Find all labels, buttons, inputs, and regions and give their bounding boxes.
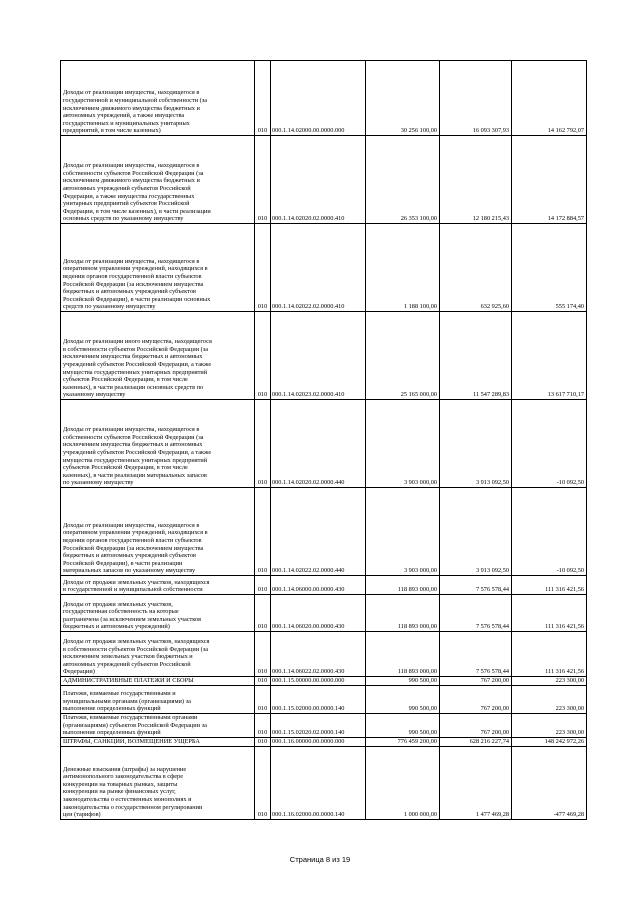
row-name-text: Денежные взыскания (штрафы) за нарушение антимонопольного законодательства в сфере конкуренции на товарных рынках, защиты конкуренции на рынке финансовых услуг, законодательства о естественных монополиях и законодательства о государственном регулировании цен (тарифов) xyxy=(63,765,203,819)
row-name xyxy=(61,746,255,819)
row-approved: 1 188 100,00 xyxy=(366,224,440,312)
budget-table-body xyxy=(61,61,587,820)
row-name xyxy=(61,576,255,595)
row-executed: 632 925,60 xyxy=(440,224,512,312)
row-name xyxy=(61,312,255,400)
row-executed: 12 180 215,43 xyxy=(440,136,512,224)
row-approved: 30 256 100,00 xyxy=(366,61,440,136)
table-row xyxy=(61,61,587,136)
row-executed: 7 576 578,44 xyxy=(440,595,512,632)
row-unexecuted: 223 300,00 xyxy=(512,714,587,738)
row-kbk: 000.1.14.06020.00.0000.430 xyxy=(271,595,366,632)
row-code: 010 xyxy=(255,61,271,136)
row-approved: 990 500,00 xyxy=(366,686,440,714)
row-unexecuted: -477 469,28 xyxy=(512,746,587,819)
row-name-text: Доходы от реализации иного имущества, находящегося в собственности субъектов Российской Федерации (за исключением имущества бюджетных и автономных учреждений субъектов Российской Федерации, а также имущества государственных унитарных предприятий субъектов Российской Федерации, в том числе казенных), в части реализации основных средств по указанному имуществу xyxy=(63,338,212,399)
row-code: 010 xyxy=(255,737,271,746)
row-code: 010 xyxy=(255,224,271,312)
row-code: 010 xyxy=(255,136,271,224)
row-unexecuted: -10 092,50 xyxy=(512,488,587,576)
row-approved: 118 893 000,00 xyxy=(366,576,440,595)
row-unexecuted: 111 316 421,56 xyxy=(512,595,587,632)
row-name-text: Доходы от продажи земельных участков, находящихся в государственной и муниципальной собственности xyxy=(63,578,210,594)
table-row xyxy=(61,746,587,819)
table-row xyxy=(61,488,587,576)
row-approved: 776 459 200,00 xyxy=(366,737,440,746)
row-unexecuted: 148 242 972,26 xyxy=(512,737,587,746)
row-approved: 1 000 000,00 xyxy=(366,746,440,819)
row-code: 010 xyxy=(255,677,271,686)
row-executed: 3 913 092,50 xyxy=(440,488,512,576)
row-unexecuted: 14 172 884,57 xyxy=(512,136,587,224)
row-approved: 3 903 000,00 xyxy=(366,488,440,576)
row-kbk: 000.1.16.02000.00.0000.140 xyxy=(271,746,366,819)
row-kbk: 000.1.14.02022.02.0000.410 xyxy=(271,224,366,312)
row-name xyxy=(61,686,255,714)
row-approved: 990 500,00 xyxy=(366,714,440,738)
row-code: 010 xyxy=(255,400,271,488)
table-row xyxy=(61,677,587,686)
table-row xyxy=(61,576,587,595)
table-row xyxy=(61,136,587,224)
row-unexecuted: 111 316 421,56 xyxy=(512,576,587,595)
row-kbk: 000.1.15.02000.00.0000.140 xyxy=(271,686,366,714)
row-executed: 628 216 227,74 xyxy=(440,737,512,746)
row-approved: 990 500,00 xyxy=(366,677,440,686)
table-row xyxy=(61,312,587,400)
row-executed: 7 576 578,44 xyxy=(440,632,512,677)
row-approved: 118 893 000,00 xyxy=(366,595,440,632)
row-unexecuted: -10 092,50 xyxy=(512,400,587,488)
row-executed: 767 200,00 xyxy=(440,677,512,686)
row-code: 010 xyxy=(255,714,271,738)
budget-table xyxy=(60,60,587,820)
row-name xyxy=(61,714,255,738)
table-row xyxy=(61,595,587,632)
table-row xyxy=(61,714,587,738)
row-name xyxy=(61,677,255,686)
row-unexecuted: 223 300,00 xyxy=(512,677,587,686)
row-executed: 16 093 307,93 xyxy=(440,61,512,136)
row-kbk: 000.1.16.00000.00.0000.000 xyxy=(271,737,366,746)
row-kbk: 000.1.15.02020.02.0000.140 xyxy=(271,714,366,738)
table-row xyxy=(61,400,587,488)
row-name-text: Доходы от реализации имущества, находящегося в оперативном управлении учреждений, находящихся в ведении органов государственной власти субъектов Российской Федерации (за исключением имущества бюджетных и автономных учреждений субъектов Российской Федерации), в части реализации основных средств по указанному имуществу xyxy=(63,257,211,311)
row-kbk: 000.1.15.00000.00.0000.000 xyxy=(271,677,366,686)
row-code: 010 xyxy=(255,576,271,595)
table-row xyxy=(61,737,587,746)
row-kbk: 000.1.14.02020.02.0000.410 xyxy=(271,136,366,224)
row-kbk: 000.1.14.02023.02.0000.410 xyxy=(271,312,366,400)
row-name-text: Доходы от реализации имущества, находящегося в оперативном управлении учреждений, находящихся в ведении органов государственной власти субъектов Российской Федерации (за исключением имущества бюджетных и автономных учреждений субъектов Российской Федерации), в части реализации материальных запасов по указанному имуществу xyxy=(63,521,208,575)
row-executed: 1 477 469,28 xyxy=(440,746,512,819)
row-name xyxy=(61,737,255,746)
row-kbk: 000.1.14.02020.02.0000.440 xyxy=(271,400,366,488)
table-row xyxy=(61,632,587,677)
row-code: 010 xyxy=(255,746,271,819)
row-name xyxy=(61,632,255,677)
row-name-text: Платежи, взимаемые государственными и муниципальными органами (организациями) за выполнение определенных функций xyxy=(63,690,191,713)
row-executed: 11 547 289,83 xyxy=(440,312,512,400)
row-unexecuted: 13 617 710,17 xyxy=(512,312,587,400)
row-unexecuted: 14 162 792,07 xyxy=(512,61,587,136)
row-approved: 3 903 000,00 xyxy=(366,400,440,488)
row-name xyxy=(61,400,255,488)
row-code: 010 xyxy=(255,595,271,632)
row-unexecuted: 555 174,40 xyxy=(512,224,587,312)
row-name xyxy=(61,488,255,576)
row-name-text: Доходы от реализации имущества, находящегося в собственности субъектов Российской Федерации (за исключением имущества бюджетных и автономных учреждений субъектов Российской Федерации, а также имущества государственных унитарных предприятий субъектов Российской Федерации, в том числе казенных), в части реализации материальных запасов по указанному имуществу xyxy=(63,426,212,487)
table-row xyxy=(61,686,587,714)
row-kbk: 000.1.14.02000.00.0000.000 xyxy=(271,61,366,136)
row-name-text: Платежи, взимаемые государственными органами (организациями) субъектов Российской Федерации за выполнение определенных функций xyxy=(63,714,207,737)
row-executed: 767 200,00 xyxy=(440,686,512,714)
row-name xyxy=(61,595,255,632)
row-name xyxy=(61,61,255,136)
row-approved: 26 353 100,00 xyxy=(366,136,440,224)
row-name-text: Доходы от продажи земельных участков, находящихся в собственности субъектов Российской Федерации (за исключением земельных участков бюджетных и автономных учреждений субъектов Российской Федерации) xyxy=(63,638,210,676)
row-kbk: 000.1.14.02022.02.0000.440 xyxy=(271,488,366,576)
row-code: 010 xyxy=(255,312,271,400)
row-executed: 7 576 578,44 xyxy=(440,576,512,595)
row-name-text: ШТРАФЫ, САНКЦИИ, ВОЗМЕЩЕНИЕ УЩЕРБА xyxy=(63,738,200,746)
row-code: 010 xyxy=(255,686,271,714)
row-approved: 25 165 000,00 xyxy=(366,312,440,400)
row-unexecuted: 111 316 421,56 xyxy=(512,632,587,677)
row-code: 010 xyxy=(255,488,271,576)
row-approved: 118 893 000,00 xyxy=(366,632,440,677)
row-name xyxy=(61,224,255,312)
row-kbk: 000.1.14.06022.02.0000.430 xyxy=(271,632,366,677)
row-name-text: АДМИНИСТРАТИВНЫЕ ПЛАТЕЖИ И СБОРЫ xyxy=(63,677,194,685)
row-kbk: 000.1.14.06000.00.0000.430 xyxy=(271,576,366,595)
page-footer: Страница 8 из 19 xyxy=(289,855,351,864)
row-unexecuted: 223 300,00 xyxy=(512,686,587,714)
row-name xyxy=(61,136,255,224)
row-code: 010 xyxy=(255,632,271,677)
row-name-text: Доходы от реализации имущества, находящегося в государственной и муниципальной собственности (за исключением движимого имущества бюджетных и автономных учреждений, а также имущества государственных и муниципальных унитарных предприятий, в том числе казенных) xyxy=(63,89,208,135)
table-row xyxy=(61,224,587,312)
row-executed: 3 913 092,50 xyxy=(440,400,512,488)
row-executed: 767 200,00 xyxy=(440,714,512,738)
row-name-text: Доходы от реализации имущества, находящегося в собственности субъектов Российской Федерации (за исключением движимого имущества бюджетных и автономных учреждений субъектов Российской Федерации, а также имущества государственных унитарных предприятий субъектов Российской Федерации, в том числе казенных), в части реализации основных средств по указанному имуществу xyxy=(63,162,211,223)
row-name-text: Доходы от продажи земельных участков, государственная собственность на которые разграничена (за исключением земельных участков бюджетных и автономных учреждений) xyxy=(63,600,202,631)
